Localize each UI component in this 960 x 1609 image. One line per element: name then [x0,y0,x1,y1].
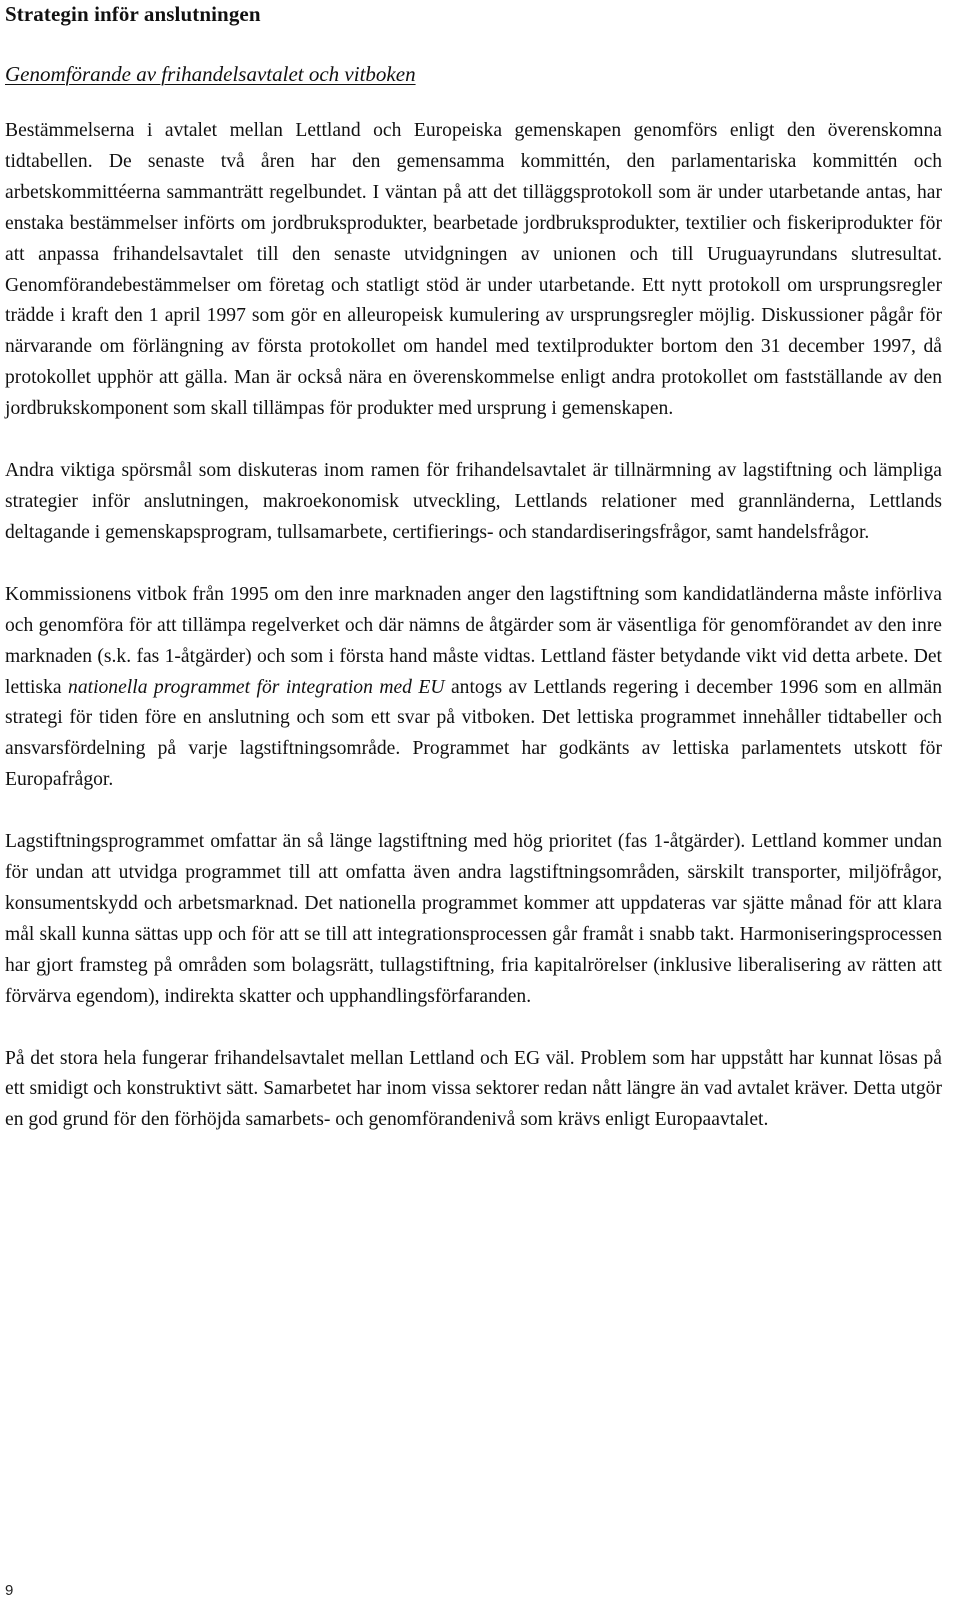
paragraph-implementation: Bestämmelserna i avtalet mellan Lettland och Europeiska gemenskapen genomförs enligt den överenskomna tidtabellen. De senaste två åren har den gemensamma kommittén, den parlamentariska kommittén och arbetskommittéerna sammanträtt regelbundet. I väntan på att det tilläggsprotokoll som är under utarbetande antas, har enstaka bestämmelser införts om jordbruksprodukter, bearbetade jordbruksprodukter, textilier och fiskeriprodukter för att anpassa frihandelsavtalet till den senaste utvidgningen av unionen och till Uruguayrundans slutresultat. Genomförandebestämmelser om företag och statligt stöd är under utarbetande. Ett nytt protokoll om ursprungsregler trädde i kraft den 1 april 1997 som gör en alleuropeisk kumulering av ursprungsregler möjlig. Diskussioner pågår för närvarande om förlängning av första protokollet om handel med textilprodukter bortom den 31 december 1997, då protokollet upphör att gälla. Man är också nära en överenskommelse enligt andra protokollet om fastställande av den jordbrukskomponent som skall tillämpas för produkter med ursprung i gemenskapen. [5,120,942,420]
section-title: Strategin inför anslutningen [5,2,261,26]
white-paper-text-end: antogs av Lettlands regering i december 1996 som en allmän strategi för tiden före en anslutning och som ett svar på vitboken. Det lettiska programmet innehåller tidtabeller och ansvarsfördelning på varje lagstiftningsområde. Programmet har godkänts av lettiska parlamentets utskott för Europafrågor. [5,676,942,791]
subsection-heading: Genomförande av frihandelsavtalet och vitboken [5,62,416,86]
paragraph-legislation-programme: Lagstiftningsprogrammet omfattar än så länge lagstiftning med hög prioritet (fas 1-åtgärder). Lettland kommer undan för undan att utvidga programmet till att omfatta även andra lagstiftningsområden, särskilt transporter, miljöfrågor, konsumentskydd och arbetsmarknad. Det nationella programmet kommer att uppdateras var sjätte månad för att klara mål skall kunna sättas upp och för att se till att integrationsprocessen går framåt i snabb takt. Harmoniseringsprocessen har gjort framsteg på områden som bolagsrätt, tullagstiftning, fria kapitalrörelser (inklusive liberalisering av rätten att förvärva egendom), indirekta skatter och upphandlingsförfaranden. [5,831,942,1007]
paragraph-white-paper [5,580,942,796]
white-paper-text-start: Kommissionens vitbok från 1995 om den inre marknaden anger den lagstiftning som kandidatländerna måste införliva och genomföra för att tillämpa regelverket och där nämns de åtgärder som är väsentliga för genomförandet av den inre marknaden (s.k. fas 1-åtgärder) och som i första hand måste vidtas. Lettland fäster betydande vikt vid detta arbete. Det lettiska [5,583,942,698]
paragraph-conclusion: På det stora hela fungerar frihandelsavtalet mellan Lettland och EG väl. Problem som har uppstått har kunnat lösas på ett smidigt och konstruktivt sätt. Samarbetet har inom vissa sektorer redan nått längre än vad avtalet kräver. Detta utgör en god grund för den förhöjda samarbets- och genomförandenivå som krävs enligt Europaavtalet. [5,1047,942,1131]
paragraph-other-issues: Andra viktiga spörsmål som diskuteras inom ramen för frihandelsavtalet är tillnärmning av lagstiftning och lämpliga strategier inför anslutningen, makroekonomisk utveckling, Lettlands relationer med grannländerna, Lettlands deltagande i gemenskapsprogram, tullsamarbete, certifierings- och standardiseringsfrågor, samt handelsfrågor. [5,460,942,543]
national-programme-title: nationella programmet för integration med EU [68,676,445,698]
document-page [5,0,942,1136]
page-number: 9 [5,1582,14,1599]
